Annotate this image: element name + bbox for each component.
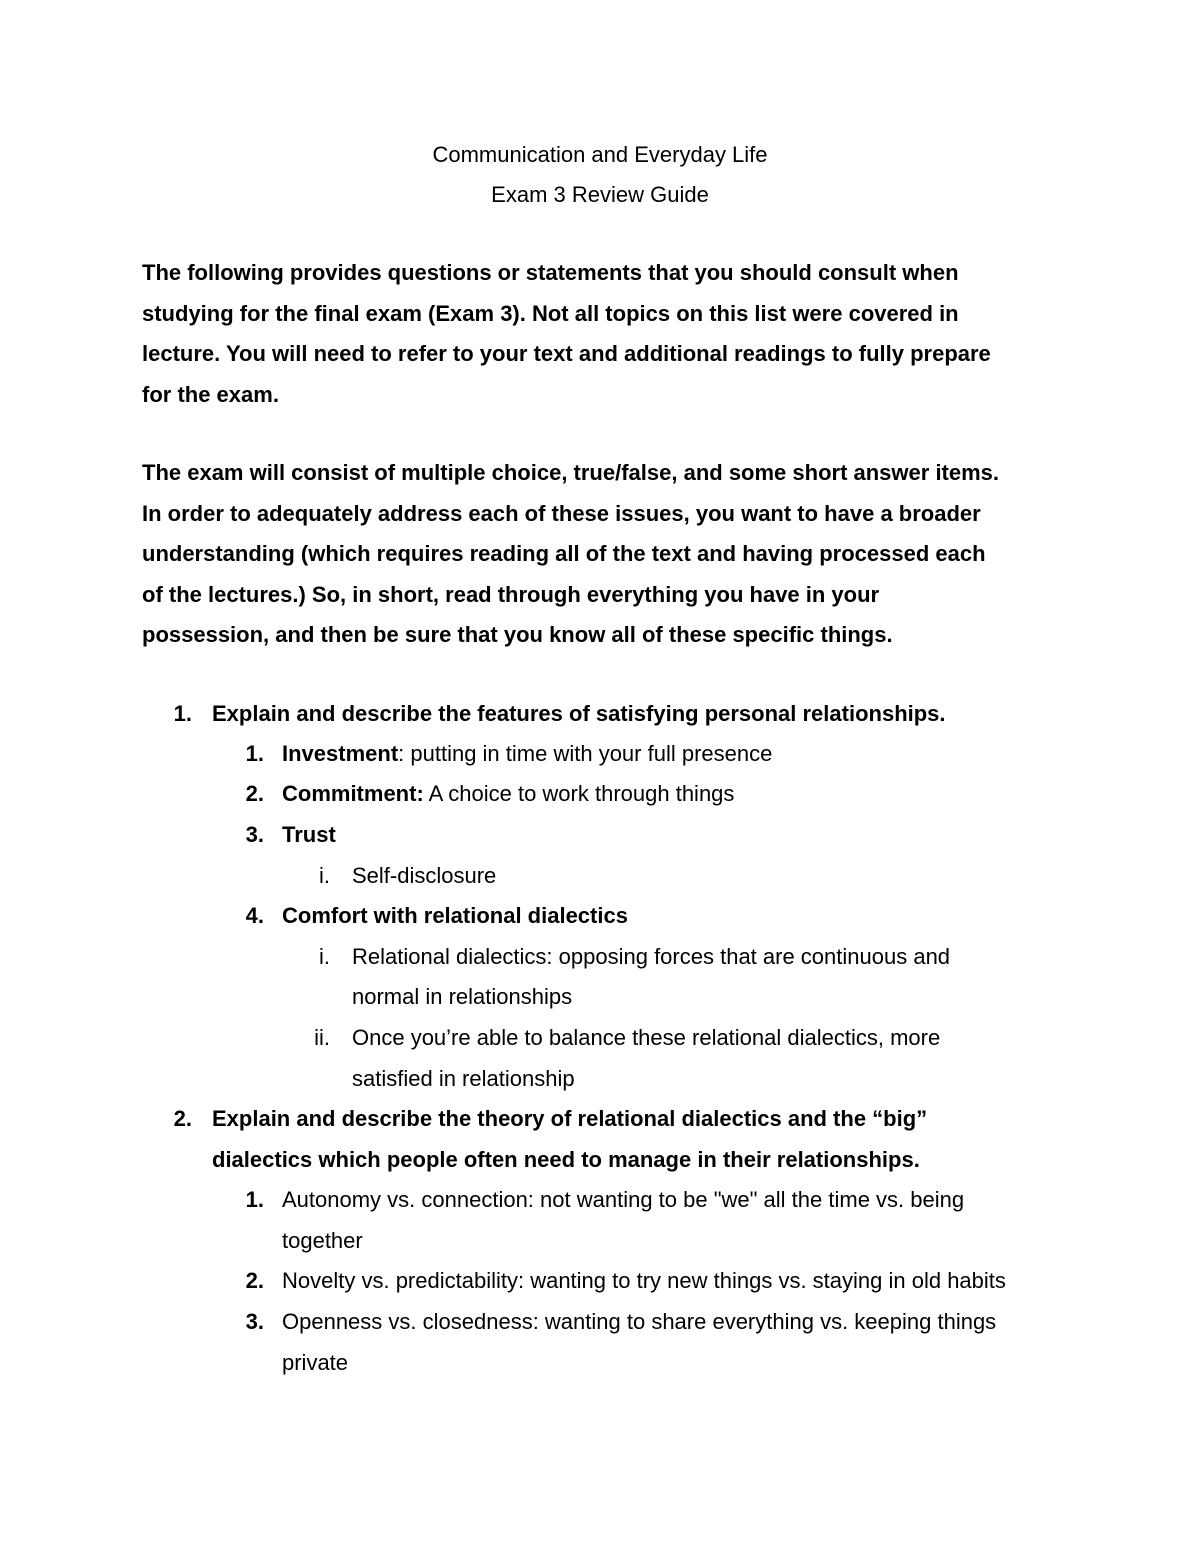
item-term: Commitment: xyxy=(282,781,424,806)
list-item-number: 1. xyxy=(245,741,264,766)
question-text: dialectics which people often need to manage in their relationships. xyxy=(212,1147,920,1172)
item-description: A choice to work through things xyxy=(423,781,735,806)
list-item-text: Novelty vs. predictability: wanting to try new things vs. staying in old habits xyxy=(282,1268,1006,1293)
item-term: Investment xyxy=(282,741,399,766)
question-text: Explain and describe the theory of relational dialectics and the “big” xyxy=(212,1106,928,1131)
sub-item-text: Relational dialectics: opposing forces that are continuous and xyxy=(352,944,951,969)
sub-item-number: ii. xyxy=(314,1025,330,1050)
intro-line: The following provides questions or statements that you should consult when xyxy=(142,260,959,285)
list-item-number: 4. xyxy=(245,903,264,928)
list-item-number: 3. xyxy=(245,822,264,847)
intro-line: of the lectures.) So, in short, read through everything you have in your xyxy=(142,582,880,607)
question-number: 1. xyxy=(173,701,192,726)
sub-item-text: normal in relationships xyxy=(352,984,573,1009)
intro-line: lecture. You will need to refer to your text and additional readings to fully prepare xyxy=(142,341,991,366)
sub-item-text: Once you’re able to balance these relational dialectics, more xyxy=(352,1025,941,1050)
intro-line: In order to adequately address each of these issues, you want to have a broader xyxy=(142,501,981,526)
sub-item-number: i. xyxy=(319,863,330,888)
intro-line: possession, and then be sure that you know all of these specific things. xyxy=(142,622,893,647)
list-item xyxy=(282,734,772,774)
question-number: 2. xyxy=(173,1106,192,1131)
list-item-number: 2. xyxy=(245,781,264,806)
list-item-number: 3. xyxy=(245,1309,264,1334)
intro-line: studying for the final exam (Exam 3). Not all topics on this list were covered in xyxy=(142,301,959,326)
list-item-text: together xyxy=(282,1228,363,1253)
list-item-text: Openness vs. closedness: wanting to share everything vs. keeping things xyxy=(282,1309,997,1334)
list-item-number: 2. xyxy=(245,1268,264,1293)
list-item-text: Autonomy vs. connection: not wanting to be "we" all the time vs. being xyxy=(282,1187,965,1212)
list-item xyxy=(282,774,734,814)
list-item-number: 1. xyxy=(245,1187,264,1212)
sub-item-text: Self-disclosure xyxy=(352,863,497,888)
question-text: Explain and describe the features of satisfying personal relationships. xyxy=(212,701,946,726)
sub-item-number: i. xyxy=(319,944,330,969)
item-term: Comfort with relational dialectics xyxy=(282,903,628,928)
guide-title: Exam 3 Review Guide xyxy=(491,182,709,207)
sub-item-text: satisfied in relationship xyxy=(352,1066,575,1091)
item-term: Trust xyxy=(282,822,336,847)
intro-line: The exam will consist of multiple choice, true/false, and some short answer items. xyxy=(142,460,1000,485)
course-title: Communication and Everyday Life xyxy=(432,142,768,167)
intro-line: understanding (which requires reading all of the text and having processed each xyxy=(142,541,986,566)
intro-line: for the exam. xyxy=(142,382,279,407)
item-description: : putting in time with your full presence xyxy=(398,741,773,766)
list-item-text: private xyxy=(282,1350,349,1375)
